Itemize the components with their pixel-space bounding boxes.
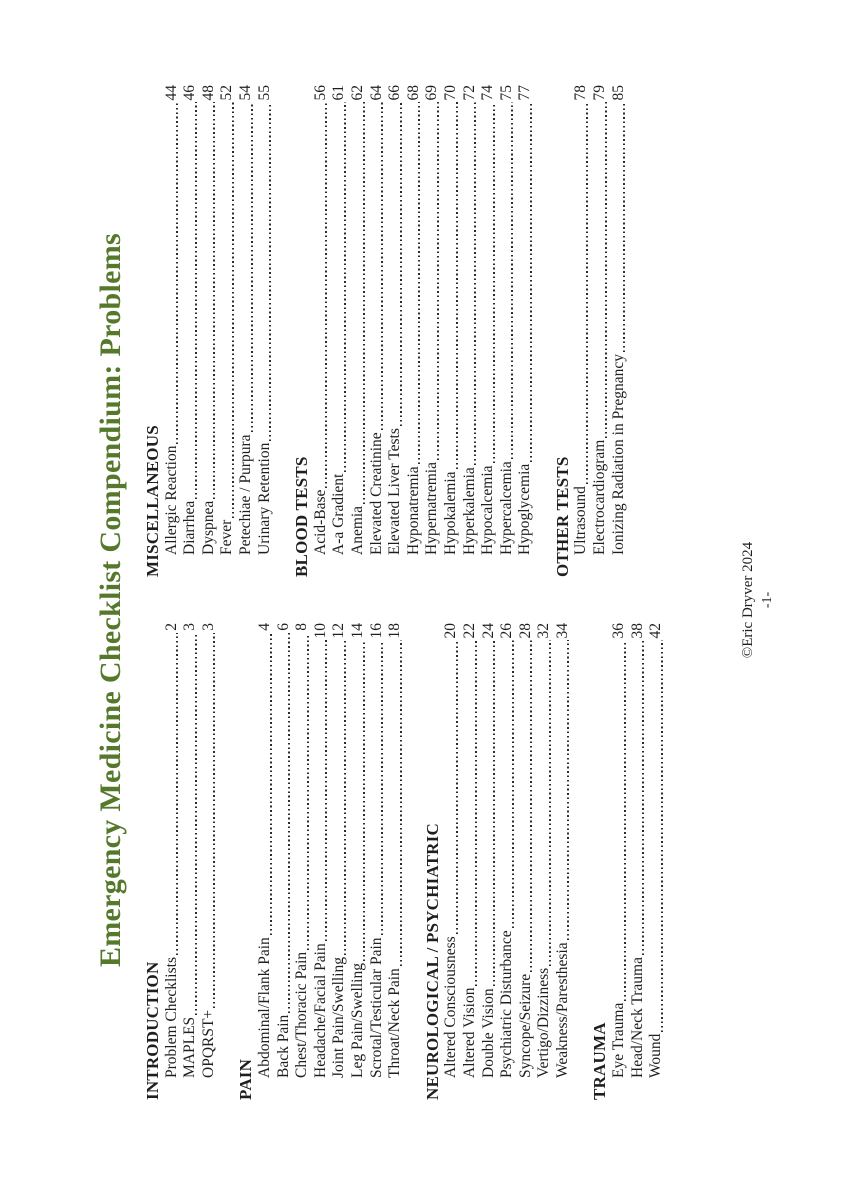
toc-entry-page: 6 [274, 623, 292, 631]
toc-entry [181, 85, 200, 577]
dot-leader [437, 103, 439, 461]
toc-entry-page: 68 [404, 85, 422, 101]
toc-entry-label: Petechiae / Purpura [236, 434, 254, 555]
toc-entry-page: 66 [386, 85, 404, 101]
toc-entry-page: 56 [311, 85, 329, 101]
toc-entry [479, 85, 498, 577]
toc-entry [237, 85, 256, 577]
toc-entry-page: 16 [367, 623, 385, 639]
toc-entry-label: Ionizing Radiation in Pregnancy [609, 353, 627, 555]
dot-leader [195, 633, 197, 1015]
toc-entry [163, 85, 182, 577]
toc-entry [349, 85, 368, 577]
toc-entry [517, 623, 536, 1100]
dot-leader [400, 103, 402, 427]
toc-entry-page: 46 [181, 85, 199, 101]
toc-entry [461, 85, 480, 577]
toc-entry-page: 85 [609, 85, 627, 101]
toc-entry-label: Hypernatremia [423, 462, 441, 555]
toc-entry [591, 85, 610, 577]
toc-entry-label: Allergic Reaction [162, 445, 180, 555]
toc-entry-page: 3 [199, 623, 217, 631]
toc-entry-page: 54 [236, 85, 254, 101]
toc-entry [181, 623, 200, 1100]
toc-entry-label: Abdominal/Flank Pain [255, 937, 273, 1078]
toc-entry-label: Electrocardiogram [591, 439, 609, 555]
toc-entry-page: 64 [367, 85, 385, 101]
dot-leader [586, 103, 588, 485]
toc-entry-page: 36 [610, 623, 628, 639]
toc-entry-page: 78 [572, 85, 590, 101]
toc-entry-page: 18 [386, 623, 404, 639]
dot-leader [605, 103, 607, 438]
dot-leader [381, 641, 383, 936]
dot-leader [624, 641, 626, 1001]
toc-entry [498, 85, 517, 577]
toc-entry-page: 26 [498, 623, 516, 639]
dot-leader [251, 103, 253, 433]
dot-leader [307, 633, 309, 950]
dot-leader [270, 633, 272, 935]
toc-entry [256, 85, 275, 577]
toc-entry-page: 55 [255, 85, 273, 101]
toc-entry-label: Hypercalcemia [497, 461, 515, 555]
toc-entry-label: Anemia [348, 505, 366, 555]
toc-entry-label: Leg Pain/Swelling [348, 963, 366, 1078]
dot-leader [642, 641, 644, 956]
toc-entry-page: 62 [348, 85, 366, 101]
toc-entry-page: 61 [330, 85, 348, 101]
toc-entry [200, 85, 219, 577]
dot-leader [661, 641, 663, 1032]
dot-leader [549, 641, 551, 966]
dot-leader [511, 103, 513, 460]
toc-entry [349, 623, 368, 1100]
toc-entry-label: Dyspnea [199, 500, 217, 555]
toc-column-2 [144, 85, 666, 577]
toc-entry-page: 74 [479, 85, 497, 101]
toc-entry [330, 623, 349, 1100]
toc-entry-page: 77 [516, 85, 534, 101]
toc-entry [516, 85, 535, 577]
toc-entry-label: Ultrasound [572, 486, 590, 555]
toc-entry-label: Chest/Thoracic Pain [293, 951, 311, 1078]
toc-entry-label: Hypokalemia [441, 471, 459, 555]
toc-entry-label: Fever [218, 519, 236, 555]
toc-entry [461, 623, 480, 1100]
toc-entry-label: Double Vision [479, 988, 497, 1078]
section-heading: PAIN [236, 1058, 256, 1100]
toc-entry-label: Altered Vision [460, 987, 478, 1078]
toc-entry-label: Syncope/Seizure [516, 973, 534, 1078]
dot-leader [381, 103, 383, 431]
toc-entry [163, 623, 182, 1100]
dot-leader [344, 641, 346, 956]
toc-entry-label: Throat/Neck Pain [386, 968, 404, 1078]
toc-entry-page: 4 [255, 623, 273, 631]
dot-leader [325, 641, 327, 942]
dot-leader [418, 103, 420, 465]
dot-leader [456, 103, 458, 470]
toc-entry-label: Vertigo/Dizziness [535, 967, 553, 1078]
dot-leader [623, 103, 625, 352]
toc-entry-page: 12 [330, 623, 348, 639]
toc-entry [535, 623, 554, 1100]
toc-entry-page: 20 [442, 623, 460, 639]
toc-entry-label: Elevated Creatinine [367, 432, 385, 555]
toc-entry [275, 623, 294, 1100]
toc-entry-label: Urinary Retention [255, 442, 273, 555]
toc-entry [610, 85, 629, 577]
page-number: -1- [760, 591, 775, 609]
toc-entry-page: 2 [162, 623, 180, 631]
dot-leader [456, 641, 458, 935]
toc-entry-label: Back Pain [274, 1014, 292, 1078]
toc-entry [330, 85, 349, 577]
toc-entry-label: Elevated Liver Tests [386, 428, 404, 555]
toc-entry [293, 623, 312, 1100]
toc-entry [647, 623, 666, 1100]
toc-entry-label: Joint Pain/Swelling [330, 957, 348, 1078]
toc-entry-label: Hyponatremia [404, 466, 422, 555]
toc-entry-page: 14 [348, 623, 366, 639]
dot-leader [400, 641, 402, 967]
dot-leader [269, 103, 271, 441]
dot-leader [493, 103, 495, 464]
toc-entry [312, 623, 331, 1100]
toc-entry [572, 85, 591, 577]
toc-entry-label: Diarrhea [181, 500, 199, 555]
toc-entry-label: OPQRST+ [199, 1009, 217, 1078]
toc-entry [610, 623, 629, 1100]
dot-leader [325, 103, 327, 488]
toc-entry-page: 38 [628, 623, 646, 639]
toc-entry [218, 85, 237, 577]
toc-entry-label: MAPLES [181, 1016, 199, 1078]
toc-entry [256, 623, 275, 1100]
section-heading: TRAUMA [590, 1022, 610, 1100]
toc-entry [423, 85, 442, 577]
toc-entry-page: 28 [516, 623, 534, 639]
toc-entry-label: Weakness/Paresthesia [553, 942, 571, 1078]
toc-column-1 [144, 623, 666, 1100]
dot-leader [344, 103, 346, 472]
toc-entry-page: 75 [497, 85, 515, 101]
page-footer [739, 0, 777, 1200]
toc-entry-label: Wound [647, 1033, 665, 1078]
toc-entry-label: Eye Trauma [610, 1002, 628, 1078]
dot-leader [213, 103, 215, 499]
toc-entry [442, 85, 461, 577]
dot-leader [176, 103, 178, 444]
toc-entry-page: 24 [479, 623, 497, 639]
section-heading: INTRODUCTION [143, 961, 162, 1100]
dot-leader [363, 103, 365, 504]
toc-entry [480, 623, 499, 1100]
toc-entry [386, 623, 405, 1100]
dot-leader [363, 641, 365, 962]
toc-entry-page: 79 [591, 85, 609, 101]
toc-entry-label: Scrotal/Testicular Pain [367, 937, 385, 1078]
toc-entry-label: Headache/Facial Pain [311, 943, 329, 1078]
dot-leader [530, 641, 532, 972]
dot-leader [213, 633, 215, 1008]
toc-entry-label: Hyperkalemia [460, 467, 478, 555]
dot-leader [232, 103, 234, 518]
toc-entry [200, 623, 219, 1100]
toc-entry-page: 22 [460, 623, 478, 639]
dot-leader [475, 641, 477, 986]
dot-leader [288, 633, 290, 1013]
toc-entry-page: 10 [311, 623, 329, 639]
toc-entry [405, 85, 424, 577]
toc-entry-page: 32 [535, 623, 553, 639]
toc-entry [442, 623, 461, 1100]
toc-entry-page: 8 [293, 623, 311, 631]
copyright-text: ©Eric Dryver 2024 [740, 541, 756, 659]
section-heading: OTHER TESTS [552, 456, 572, 577]
toc-columns [144, 85, 666, 1100]
toc-entry-label: Problem Checklists [162, 957, 180, 1078]
dot-leader [530, 103, 532, 462]
toc-entry [554, 623, 573, 1100]
toc-entry [368, 85, 387, 577]
page-title: Emergency Medicine Checklist Compendium: Problems [94, 232, 127, 968]
toc-entry-page: 52 [218, 85, 236, 101]
toc-entry [368, 623, 387, 1100]
dot-leader [176, 633, 178, 955]
section-heading: MISCELLANEOUS [143, 425, 162, 577]
toc-entry [498, 623, 517, 1100]
toc-entry [629, 623, 648, 1100]
section-heading: BLOOD TESTS [292, 456, 312, 577]
toc-entry-label: Head/Neck Trauma [628, 957, 646, 1078]
toc-entry [386, 85, 405, 577]
toc-entry-page: 42 [647, 623, 665, 639]
toc-entry-label: Hypocalcemia [479, 465, 497, 555]
toc-entry-label: Acid-Base [311, 489, 329, 555]
dot-leader [474, 103, 476, 466]
toc-entry-page: 72 [460, 85, 478, 101]
section-heading: NEUROLOGICAL / PSYCHIATRIC [422, 823, 442, 1100]
toc-entry-page: 34 [553, 623, 571, 639]
toc-entry-label: A-a Gradient [330, 473, 348, 555]
toc-entry-label: Psychiatric Disturbance [498, 930, 516, 1078]
toc-entry-page: 70 [441, 85, 459, 101]
toc-entry-label: Hypoglycemia [516, 463, 534, 555]
toc-entry-label: Altered Consciousness [442, 936, 460, 1078]
dot-leader [567, 641, 569, 941]
toc-entry [312, 85, 331, 577]
dot-leader [195, 103, 197, 499]
toc-entry-page: 48 [199, 85, 217, 101]
toc-entry-page: 44 [162, 85, 180, 101]
dot-leader [493, 641, 495, 987]
toc-entry-page: 69 [423, 85, 441, 101]
toc-entry-page: 3 [181, 623, 199, 631]
dot-leader [512, 641, 514, 929]
